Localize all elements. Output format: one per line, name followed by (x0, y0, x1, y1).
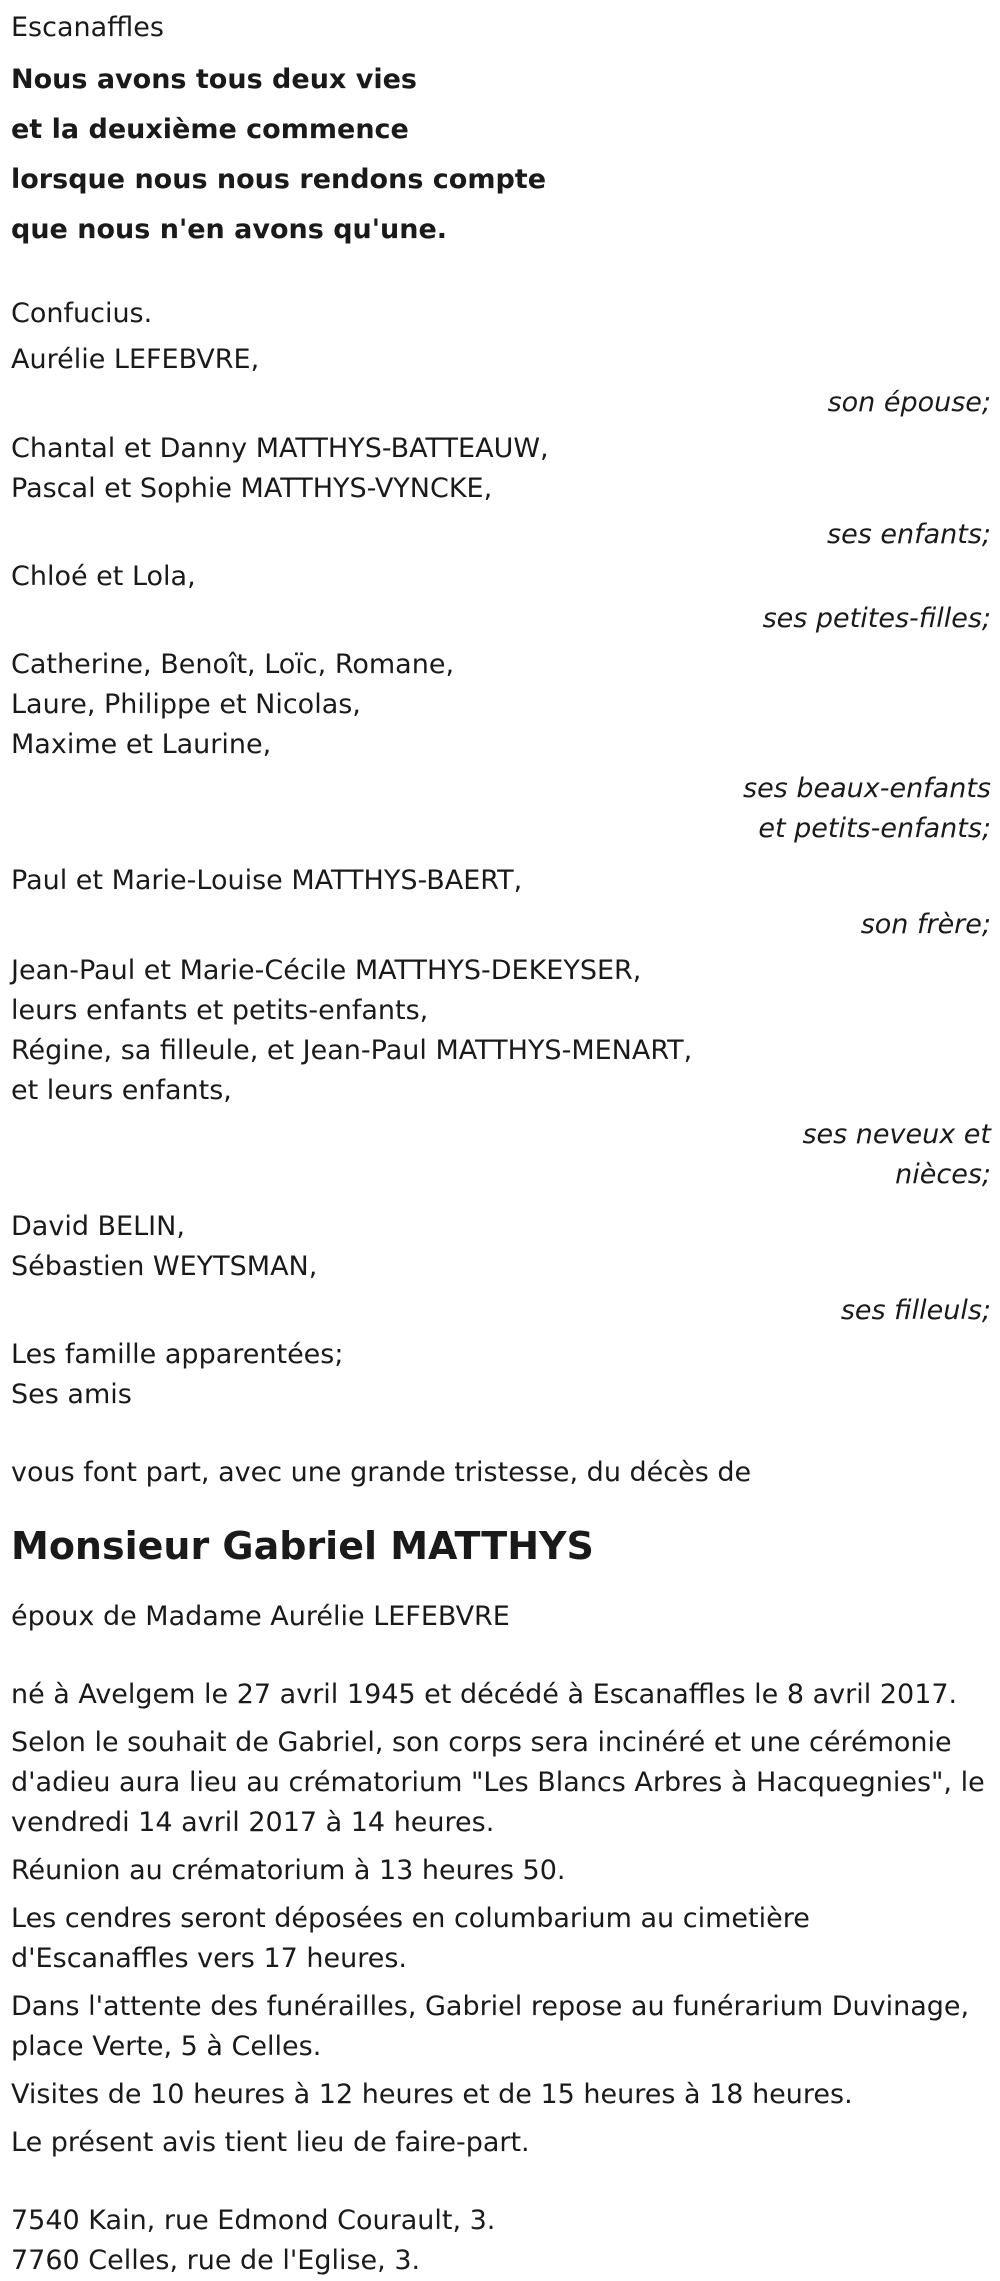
detail-paragraph: Les cendres seront déposées en columbarium au cimetière d'Escanaffles vers 17 heures. (11, 1903, 810, 1974)
family-member: Paul et Marie-Louise MATTHYS-BAERT, (11, 865, 523, 896)
relation-label: ses beaux-enfants (743, 773, 991, 804)
family-member: Les famille apparentées; (11, 1339, 344, 1370)
quote-line: lorsque nous nous rendons compte (11, 164, 547, 195)
quote-line: que nous n'en avons qu'une. (11, 214, 448, 245)
ceremony-details (11, 1675, 991, 2163)
relation-label: son épouse; (827, 387, 991, 418)
detail-paragraph: Visites de 10 heures à 12 heures et de 15 heures à 18 heures. (11, 2079, 853, 2110)
detail-paragraph: né à Avelgem le 27 avril 1945 et décédé à Escanaffles le 8 avril 2017. (11, 1679, 958, 1710)
spacer (11, 1637, 991, 1675)
spacer (11, 2163, 991, 2201)
spacer (11, 1415, 991, 1453)
family-member: Régine, sa filleule, et Jean-Paul MATTHYS-MENART, (11, 1035, 693, 1066)
relation-label: ses enfants; (827, 519, 991, 550)
family-member: Chloé et Lola, (11, 561, 196, 592)
relation-label: ses neveux et (802, 1119, 991, 1150)
obituary-notice (11, 8, 991, 2281)
family-member: Sébastien WEYTSMAN, (11, 1251, 318, 1282)
spacer (11, 849, 991, 861)
address-block (11, 2201, 991, 2281)
place-name: Escanaffles (11, 12, 164, 43)
family-list (11, 337, 991, 1415)
spacer (11, 255, 991, 291)
relation-label: ses filleuls; (840, 1295, 991, 1326)
spacer (11, 1493, 991, 1521)
announcement-text: vous font part, avec une grande tristesse, du décès de (11, 1457, 752, 1488)
spouse-name: Aurélie LEFEBVRE, (11, 344, 260, 375)
family-member: Chantal et Danny MATTHYS-BATTEAUW, (11, 433, 549, 464)
quote-line: Nous avons tous deux vies (11, 64, 417, 95)
family-member: et leurs enfants, (11, 1075, 232, 1106)
family-member: Catherine, Benoît, Loïc, Romane, (11, 649, 455, 680)
spacer (11, 1195, 991, 1207)
family-member: Jean-Paul et Marie-Cécile MATTHYS-DEKEYSER, (11, 955, 642, 986)
relation-label: son frère; (860, 909, 991, 940)
family-member: leurs enfants et petits-enfants, (11, 995, 429, 1026)
quote (11, 55, 991, 255)
detail-paragraph: Le présent avis tient lieu de faire-part. (11, 2127, 530, 2158)
address-line: 7540 Kain, rue Edmond Courault, 3. (11, 2205, 496, 2236)
family-member: Ses amis (11, 1379, 132, 1410)
deceased-name: Monsieur Gabriel MATTHYS (11, 1524, 594, 1568)
family-member: Pascal et Sophie MATTHYS-VYNCKE, (11, 473, 493, 504)
address-line: 7760 Celles, rue de l'Eglise, 3. (11, 2245, 421, 2276)
deceased-spouse-of: époux de Madame Aurélie LEFEBVRE (11, 1601, 510, 1632)
family-member: David BELIN, (11, 1211, 185, 1242)
family-member: Laure, Philippe et Nicolas, (11, 689, 361, 720)
detail-paragraph: Selon le souhait de Gabriel, son corps sera incinéré et une cérémonie d'adieu aura lieu au crématorium "Les Blancs Arbres à Hacquegnies", le vendredi 14 avril 2017 à 14 heures. (11, 1727, 985, 1838)
detail-paragraph: Réunion au crématorium à 13 heures 50. (11, 1855, 566, 1886)
relation-label: nièces; (895, 1159, 991, 1190)
relation-label: et petits-enfants; (758, 813, 991, 844)
family-member: Maxime et Laurine, (11, 729, 272, 760)
relation-label: ses petites-filles; (762, 603, 991, 634)
quote-line: et la deuxième commence (11, 114, 409, 145)
detail-paragraph: Dans l'attente des funérailles, Gabriel repose au funérarium Duvinage, place Verte, 5 à Celles. (11, 1991, 970, 2062)
quote-author: Confucius. (11, 298, 153, 329)
spacer (11, 1571, 991, 1597)
